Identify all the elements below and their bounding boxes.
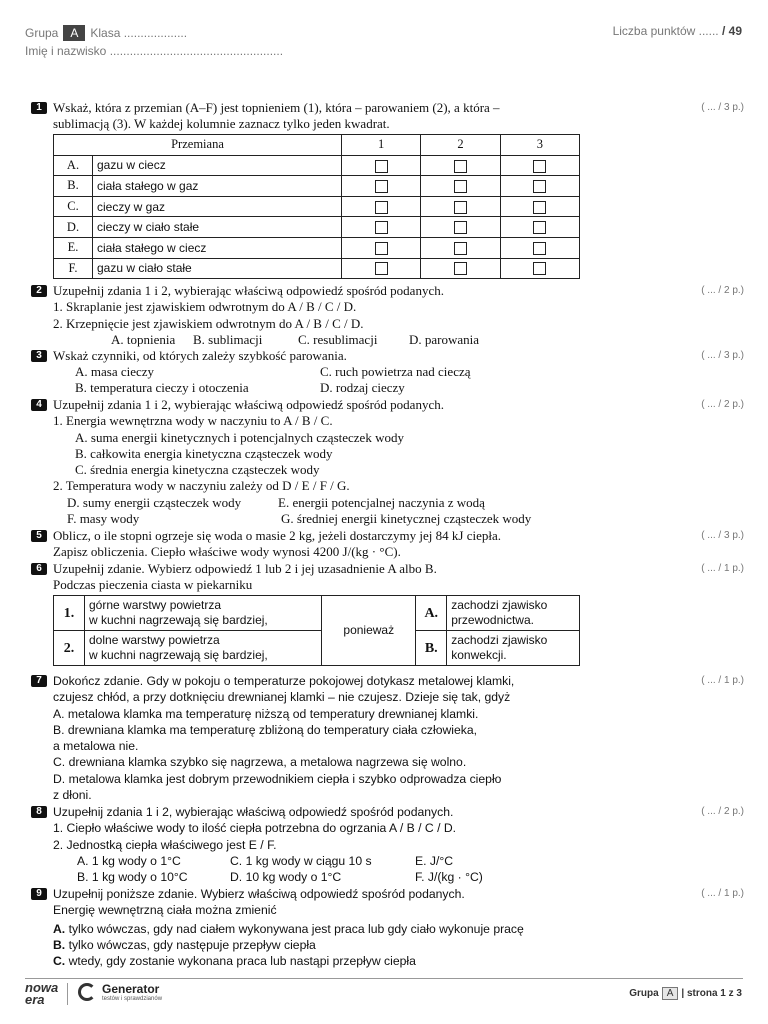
class-label: Klasa ................... (90, 26, 188, 40)
answer-option[interactable]: C. wtedy, gdy zostanie wykonana praca lub nastąpi przepływ ciepła (53, 954, 416, 969)
answer-option[interactable]: C. ruch powietrza nad cieczą (320, 364, 471, 380)
question-2 (31, 283, 591, 348)
answer-option[interactable]: C. drewniana klamka szybko się nagrzewa, a metalowa nagrzewa się wolno. (53, 755, 467, 770)
answer-option[interactable]: D. metalowa klamka jest dobrym przewodnikiem ciepła i szybko odprowadza ciepło (53, 771, 502, 786)
points-q6: ( ... / 1 p.) (701, 563, 744, 574)
answer-checkbox[interactable] (375, 201, 388, 214)
question-number: 6 (31, 563, 47, 575)
row-text: cieczy w gaz (93, 196, 342, 217)
option-b[interactable]: zachodzi zjawisko konwekcji. (447, 631, 580, 666)
question-number: 4 (31, 399, 47, 411)
points-q3: ( ... / 3 p.) (701, 350, 744, 361)
transformations-table (53, 134, 580, 279)
row-label: D. (54, 217, 93, 238)
table-row (54, 217, 580, 238)
answer-option[interactable]: E. J/°C (415, 853, 454, 868)
row-text: gazu w ciecz (93, 155, 342, 176)
question-number: 7 (31, 675, 47, 687)
question-text: Podczas pieczenia ciasta w piekarniku (53, 577, 253, 593)
group-label: Grupa (25, 26, 59, 40)
question-number: 5 (31, 530, 47, 542)
row-label: B. (54, 176, 93, 197)
question-text: 2. Temperatura wody w naczyniu zależy od D / E / F / G. (53, 478, 350, 494)
row-label: F. (54, 258, 93, 279)
answer-option[interactable]: B. 1 kg wody o 10°C (77, 869, 188, 884)
question-text: Uzupełnij zdania 1 i 2, wybierając właściwą odpowiedź spośród podanych. (53, 805, 454, 819)
question-text: Dokończ zdanie. Gdy w pokoju o temperaturze pokojowej dotykasz metalowej klamki, (53, 674, 515, 688)
option-number: 2. (54, 631, 85, 666)
answer-option-cont: z dłoni. (53, 788, 92, 803)
answer-checkbox[interactable] (454, 262, 467, 275)
group-badge: A (63, 25, 85, 41)
answer-checkbox[interactable] (533, 262, 546, 275)
table-header-row (54, 135, 580, 156)
points-q8: ( ... / 2 p.) (701, 806, 744, 817)
answer-option[interactable]: F. masy wody (67, 510, 140, 526)
points-q5: ( ... / 3 p.) (701, 530, 744, 541)
question-text: 1. Energia wewnętrzna wody w naczyniu to A / B / C. (53, 413, 333, 429)
option-letter: B. (416, 631, 447, 666)
connector-text: ponieważ (322, 596, 416, 666)
points-label: Liczba punktów ...... (612, 24, 719, 38)
question-text: Uzupełnij zdania 1 i 2, wybierając właściwą odpowiedź spośród podanych. (53, 397, 444, 412)
answer-option[interactable]: G. średniej energii kinetycznej cząsteczek wody (281, 510, 532, 526)
page-indicator: Grupa A | strona 1 z 3 (629, 988, 742, 999)
option-number: 1. (54, 596, 85, 631)
option-1[interactable]: górne warstwy powietrza w kuchni nagrzewają się bardziej, (85, 596, 322, 631)
question-text: Wskaż, która z przemian (A–F) jest topnieniem (1), która – parowaniem (2), a która – (53, 100, 500, 115)
row-label: A. (54, 155, 93, 176)
row-label: E. (54, 237, 93, 258)
question-text: 1. Ciepło właściwe wody to ilość ciepła potrzebna do ogrzania A / B / C / D. (53, 821, 457, 836)
answer-option-cont: a metalowa nie. (53, 739, 139, 754)
option-letter: A. (416, 596, 447, 631)
nowa-era-logo: nowa era (25, 980, 59, 1007)
question-text: Uzupełnij zdania 1 i 2, wybierając właściwą odpowiedź spośród podanych. (53, 283, 444, 298)
question-text: sublimacją (3). W każdej kolumnie zaznacz tylko jeden kwadrat. (53, 116, 390, 132)
table-header-cell: Przemiana (54, 135, 342, 156)
question-text: 2. Jednostką ciepła właściwego jest E / F. (53, 837, 277, 852)
group-badge: A (662, 987, 679, 1000)
answer-checkbox[interactable] (533, 201, 546, 214)
question-text: Oblicz, o ile stopni ogrzeje się woda o masie 2 kg, jeżeli dostarczymy jej 84 kJ ciepła. (53, 528, 502, 543)
answer-option[interactable]: A. topnienia (111, 331, 176, 347)
answer-option[interactable]: A. masa cieczy (75, 364, 155, 380)
answer-checkbox[interactable] (375, 242, 388, 255)
question-text: Energię wewnętrzną ciała można zmienić (53, 903, 277, 918)
footer-divider (25, 978, 743, 979)
table-row (54, 155, 580, 176)
option-2[interactable]: dolne warstwy powietrza w kuchni nagrzewają się bardziej, (85, 631, 322, 666)
answer-checkbox[interactable] (375, 180, 388, 193)
answer-checkbox[interactable] (454, 201, 467, 214)
logo-separator (67, 983, 68, 1005)
answer-option[interactable]: C. resublimacji (298, 331, 378, 347)
answer-checkbox[interactable] (454, 242, 467, 255)
answer-option[interactable]: B. tylko wówczas, gdy następuje przepływ ciepła (53, 937, 316, 952)
question-text: Wskaż czynniki, od których zależy szybkość parowania. (53, 348, 347, 363)
answer-option[interactable]: A. suma energii kinetycznych i potencjalnych cząsteczek wody (75, 429, 404, 445)
answer-option[interactable]: B. temperatura cieczy i otoczenia (75, 380, 249, 396)
question-number: 1 (31, 102, 47, 114)
question-text: Zapisz obliczenia. Ciepło właściwe wody wynosi 4200 J/(kg · °C). (53, 544, 401, 560)
table-row (54, 258, 580, 279)
answer-option[interactable]: D. rodzaj cieczy (320, 380, 405, 396)
row-text: gazu w ciało stałe (93, 258, 342, 279)
answer-option[interactable]: C. średnia energia kinetyczna cząsteczek wody (75, 462, 320, 478)
answer-checkbox[interactable] (375, 262, 388, 275)
question-text: 2. Krzepnięcie jest zjawiskiem odwrotnym do A / B / C / D. (53, 315, 364, 331)
table-header-cell: 3 (500, 135, 579, 156)
generator-logo: Generator testów i sprawdzianów (102, 982, 163, 1002)
points-q2: ( ... / 2 p.) (701, 285, 744, 296)
question-text: Uzupełnij zdanie. Wybierz odpowiedź 1 lub 2 i jej uzasadnienie A albo B. (53, 561, 437, 576)
answer-checkbox[interactable] (533, 160, 546, 173)
points-q4: ( ... / 2 p.) (701, 399, 744, 410)
question-text: Uzupełnij poniższe zdanie. Wybierz właściwą odpowiedź spośród podanych. (53, 887, 465, 901)
row-text: ciała stałego w ciecz (93, 237, 342, 258)
answer-checkbox[interactable] (454, 180, 467, 193)
question-text: czujesz chłód, a przy dotknięciu drewnianej klamki – nie czujesz. Dzieje się tak, gdyż (53, 690, 511, 705)
question-8 (31, 804, 591, 885)
table-row (54, 196, 580, 217)
question-5 (31, 528, 591, 561)
answer-option[interactable]: D. sumy energii cząsteczek wody (67, 494, 242, 510)
points-total: / 49 (721, 24, 742, 38)
row-text: cieczy w ciało stałe (93, 217, 342, 238)
answer-checkbox[interactable] (533, 242, 546, 255)
answer-option[interactable]: A. metalowa klamka ma temperaturę niższą od temperatury drewnianej klamki. (53, 706, 479, 721)
answer-option[interactable]: B. całkowita energia kinetyczna cząsteczek wody (75, 445, 333, 461)
points-q7: ( ... / 1 p.) (701, 675, 744, 686)
answer-checkbox[interactable] (533, 221, 546, 234)
question-7 (31, 673, 591, 803)
answer-checkbox[interactable] (375, 221, 388, 234)
points-q9: ( ... / 1 p.) (701, 888, 744, 899)
question-9 (31, 886, 591, 969)
question-number: 9 (31, 888, 47, 900)
question-6 (31, 561, 591, 594)
answer-option[interactable]: A. 1 kg wody o 1°C (77, 853, 181, 868)
answer-option[interactable]: D. 10 kg wody o 1°C (230, 869, 342, 884)
name-label: Imię i nazwisko .................................................... (25, 44, 284, 58)
table-header-cell: 1 (342, 135, 421, 156)
table-row (54, 176, 580, 197)
question-text: 1. Skraplanie jest zjawiskiem odwrotnym do A / B / C / D. (53, 299, 357, 315)
question-number: 3 (31, 350, 47, 362)
answer-checkbox[interactable] (533, 180, 546, 193)
header-info (25, 24, 283, 60)
answer-option[interactable]: C. 1 kg wody w ciągu 10 s (230, 853, 372, 868)
answer-checkbox[interactable] (454, 160, 467, 173)
answer-option[interactable]: E. energii potencjalnej naczynia z wodą (278, 494, 485, 510)
generator-logo-icon (78, 983, 96, 1001)
answer-option[interactable]: D. parowania (409, 331, 480, 347)
points-q1: ( ... / 3 p.) (701, 102, 744, 113)
question-3 (31, 348, 591, 396)
row-text: ciała stałego w gaz (93, 176, 342, 197)
answer-option[interactable]: A. tylko wówczas, gdy nad ciałem wykonywana jest praca lub gdy ciało wykonuje pracę (53, 921, 524, 936)
points-summary (613, 24, 742, 38)
row-label: C. (54, 196, 93, 217)
option-a[interactable]: zachodzi zjawisko przewodnictwa. (447, 596, 580, 631)
answer-checkbox[interactable] (375, 160, 388, 173)
options-row (53, 332, 591, 348)
answer-checkbox[interactable] (454, 221, 467, 234)
answer-option[interactable]: F. J/(kg · °C) (415, 869, 483, 884)
question-1 (31, 100, 591, 133)
reasoning-table (53, 595, 580, 666)
table-row (54, 237, 580, 258)
question-number: 2 (31, 285, 47, 297)
page-number: | strona 1 z 3 (681, 988, 742, 999)
answer-option[interactable]: B. sublimacji (193, 331, 263, 347)
question-number: 8 (31, 806, 47, 818)
table-header-cell: 2 (421, 135, 500, 156)
answer-option[interactable]: B. drewniana klamka ma temperaturę zbliżoną do temperatury ciała człowieka, (53, 722, 478, 737)
question-4 (31, 397, 591, 527)
